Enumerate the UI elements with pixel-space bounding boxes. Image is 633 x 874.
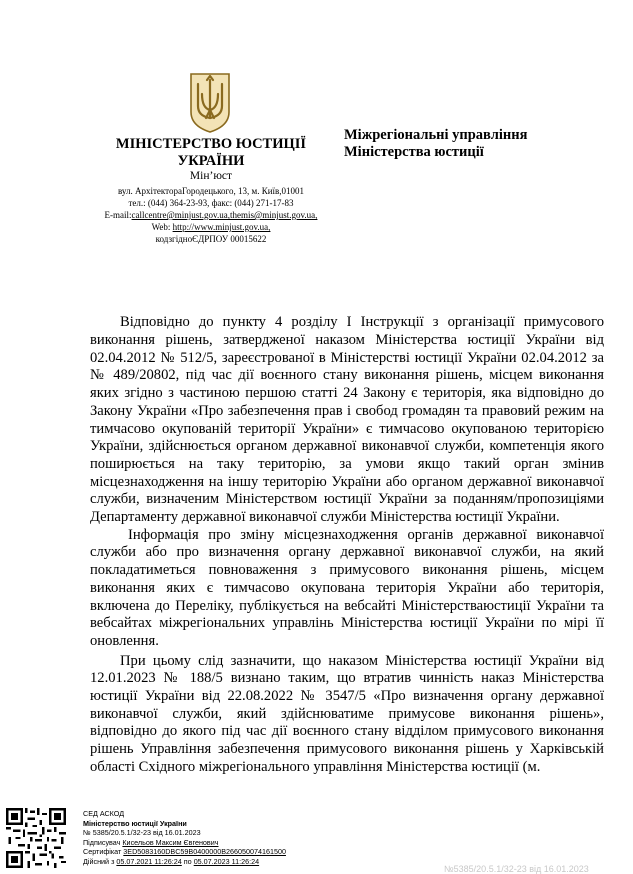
email-links[interactable]: callcentre@minjust.gov.ua,themis@minjust.gov.ua, (131, 210, 318, 220)
stamp-valid-row (83, 857, 286, 867)
qr-code-icon (6, 808, 66, 868)
stamp-valid-mid: по (181, 856, 194, 866)
signature-stamp (83, 809, 286, 867)
addressee-line1: Міжрегіональні управління (344, 127, 528, 143)
email-label: E-mail: (104, 210, 132, 220)
stamp-organization: Міністерство юстиції України (83, 818, 187, 828)
ministry-emails (88, 210, 334, 222)
stamp-valid-from: 05.07.2021 11:26:24 (116, 856, 182, 866)
stamp-valid-label: Дійсний з (83, 856, 117, 866)
ministry-short-name: Мін’юст (189, 170, 233, 182)
footer-registration-number: №5385/20.5.1/32-23 від 16.01.2023 (444, 864, 589, 874)
body-paragraph-1: виконання рішень, затвердженої наказом Міністерства юстиції України від 02.04.2012 № 512/5, зареєстрованої в Міністерстві юстиції України 02.04.2012 за № 489/20802, під час дії воєнного стану виконання рішень, місцем виконання яких згідно з частиною першою статті 24 Закону є територія, яка відповідно до Закону України «Про забезпечення прав і свобод громадян та правовий режим на тимчасово окупованій території України» є тимчасово окупованою територією України, здійснюється органом державної виконавчої служби, компетенція якого поширюється на таку територію, за умови якщо такий орган змінив місцезнаходження на іншу територію України або органом державної виконавчої служби, визначеним Міністерством юстиції України за поданням/пропозиціями Департаменту державної виконавчої служби Міністерства юстиції України. (90, 332, 604, 526)
ministry-web (98, 222, 324, 234)
web-label: Web: (151, 222, 173, 232)
ministry-name-line2: УКРАЇНИ (177, 153, 245, 169)
stamp-valid-to: 05.07.2023 11:26:24 (193, 856, 260, 866)
ministry-address: вул. АрхітектораГородецького, 13, м. Київ,01001 (117, 186, 305, 196)
stamp-signer-row (83, 838, 286, 848)
stamp-reg-number: № 5385/20.5.1/32-23 від 16.01.2023 (83, 828, 201, 838)
addressee-line2: Міністерства юстиції (344, 144, 484, 160)
web-link[interactable]: http://www.minjust.gov.ua, (172, 222, 271, 232)
ministry-name-line1: МІНІСТЕРСТВО ЮСТИЦІЇ (115, 136, 307, 152)
stamp-cert-row (83, 847, 286, 857)
body-paragraph-1-first-line: Відповідно до пункту 4 розділу І Інструкції з організації примусового (120, 314, 604, 330)
ministry-edrpou: кодзгідноЄДРПОУ 00015622 (155, 234, 267, 244)
ministry-phones: тел.: (044) 364-23-93, факс: (044) 271-17-83 (128, 198, 294, 208)
body-paragraph-2: Інформація про зміну місцезнаходження органів державної виконавчої служби або про визначення органу державної виконавчої служби, на який покладатиметься повноваження з примусового виконання рішень, місцем виконання яких є тимчасово окупована територія України або територія, включена до Переліку, публікується на вебсайті Міністерстваюстиції України та вебсайтах міжрегіональних управлінь Міністерства юстиції України по мірі її оновлення. (90, 526, 604, 649)
stamp-signer: Кисельов Максим Євгенович (122, 837, 219, 847)
trident-coat-of-arms-icon (188, 72, 232, 134)
stamp-cert-label: Сертифікат (83, 847, 124, 857)
body-paragraph-3: При цьому слід зазначити, що наказом Міністерства юстиції України від 12.01.2023 № 188/5 визнано таким, що втратив чинність наказ Міністерства юстиції України від 22.08.2022 № 3547/5 «Про визначення органу державної виконавчої служби, який здійснюватиме примусове виконання рішень», відповідно до якого під час дії воєнного стану відділом примусового виконання рішень Управління забезпечення примусового виконання рішень у Харківській області Східного міжрегіонального управління Міністерства юстиції (м. (90, 652, 604, 775)
stamp-cert: 3ED5083160DBC59B0400000B266050074161500 (123, 847, 286, 857)
stamp-system: СЕД АСКОД (83, 809, 125, 818)
stamp-signer-label: Підписувач (83, 837, 123, 847)
body-text (90, 332, 604, 777)
